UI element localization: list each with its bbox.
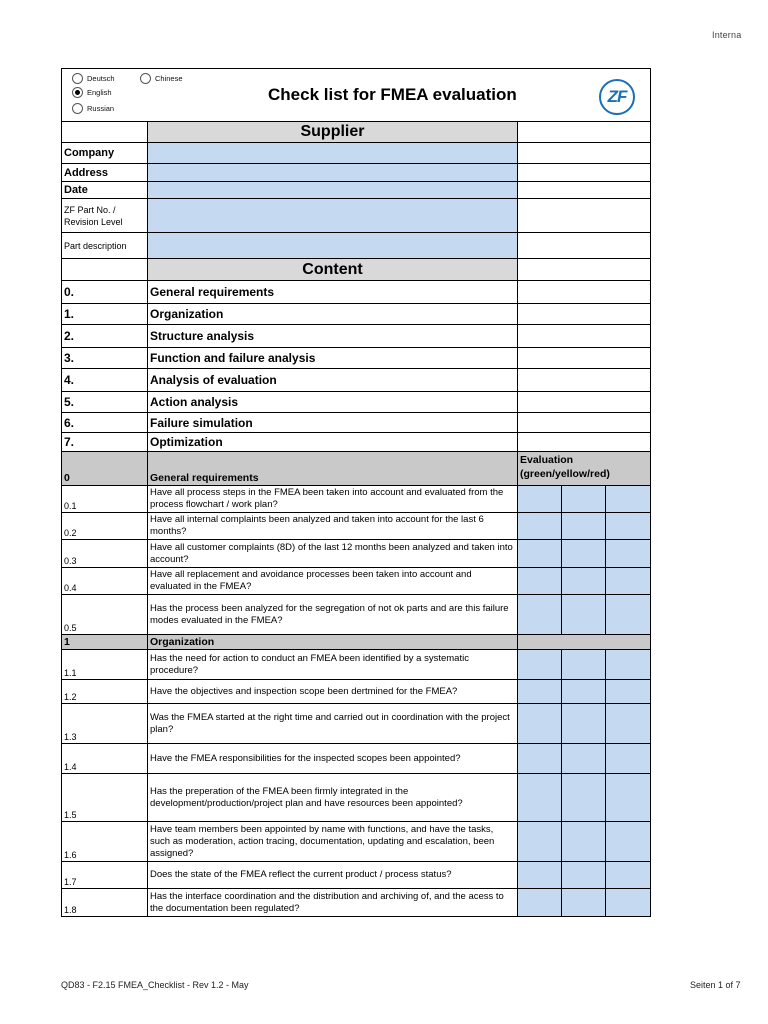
language-option-russian[interactable]: Russian [72,103,114,114]
evaluation-red-cell[interactable] [606,744,651,774]
table-row [62,259,651,281]
supplier-field-label: ZF Part No. / Revision Level [62,199,148,233]
content-heading: Content [148,259,518,281]
content-item-label: Action analysis [148,392,518,413]
question-number: 1.5 [62,774,148,822]
table-row [62,433,651,452]
evaluation-yellow-cell[interactable] [562,680,606,704]
question-text: Have all internal complaints been analyzed and taken into account for the last 6 months? [148,513,518,540]
evaluation-green-cell[interactable] [518,774,562,822]
language-option-deutsch[interactable]: Deutsch [72,73,115,84]
table-row [62,143,651,164]
evaluation-red-cell[interactable] [606,568,651,595]
table-row [62,452,651,486]
table-row [62,595,651,635]
supplier-field-extra[interactable] [518,199,651,233]
question-number: 1.4 [62,744,148,774]
evaluation-green-cell[interactable] [518,704,562,744]
supplier-field-extra[interactable] [518,182,651,199]
zf-logo: ZF [599,79,635,115]
table-row [62,122,651,143]
header-block [62,69,651,122]
question-text: Has the process been analyzed for the segregation of not ok parts and are this failure modes evaluated in the FMEA? [148,595,518,635]
table-row [62,348,651,369]
evaluation-yellow-cell[interactable] [562,704,606,744]
supplier-field-extra[interactable] [518,233,651,259]
evaluation-yellow-cell[interactable] [562,889,606,917]
evaluation-red-cell[interactable] [606,862,651,889]
radio-selected-icon[interactable] [72,87,83,98]
evaluation-yellow-cell[interactable] [562,650,606,680]
table-row [62,635,651,650]
supplier-field-label: Company [62,143,148,164]
content-item-label: General requirements [148,281,518,304]
table-row [62,199,651,233]
evaluation-yellow-cell[interactable] [562,540,606,568]
table-row [62,540,651,568]
classification-label: Interna [712,30,742,40]
table-row [62,325,651,348]
question-text: Has the preperation of the FMEA been firmly integrated in the development/production/project plan and have resources been appointed? [148,774,518,822]
content-item-number: 2. [62,325,148,348]
evaluation-yellow-cell[interactable] [562,486,606,513]
content-item-number: 3. [62,348,148,369]
table-row [62,304,651,325]
table-row [62,774,651,822]
question-text: Have all customer complaints (8D) of the last 12 months been analyzed and taken into account? [148,540,518,568]
evaluation-yellow-cell[interactable] [562,568,606,595]
evaluation-yellow-cell[interactable] [562,774,606,822]
evaluation-red-cell[interactable] [606,513,651,540]
evaluation-yellow-cell[interactable] [562,862,606,889]
evaluation-yellow-cell[interactable] [562,595,606,635]
evaluation-red-cell[interactable] [606,680,651,704]
content-item-number: 6. [62,413,148,433]
evaluation-red-cell[interactable] [606,822,651,862]
question-text: Has the interface coordination and the distribution and archiving of, and the acess to the documentation been regulated? [148,889,518,917]
footer-doc-id: QD83 - F2.15 FMEA_Checklist - Rev 1.2 - May [61,980,249,990]
content-item-number: 4. [62,369,148,392]
supplier-field-label: Date [62,182,148,199]
table-row [62,568,651,595]
evaluation-green-cell[interactable] [518,680,562,704]
supplier-heading: Supplier [148,122,518,143]
table-row [62,513,651,540]
table-row [62,182,651,199]
question-text: Have the FMEA responsibilities for the inspected scopes been appointed? [148,744,518,774]
evaluation-green-cell[interactable] [518,486,562,513]
supplier-field-input[interactable] [148,143,518,164]
section-title: General requirements [148,452,518,486]
question-number: 0.2 [62,513,148,540]
supplier-field-label: Part description [62,233,148,259]
evaluation-red-cell[interactable] [606,704,651,744]
question-text: Does the state of the FMEA reflect the current product / process status? [148,862,518,889]
content-item-number: 7. [62,433,148,452]
question-text: Have all replacement and avoidance processes been taken into account and evaluated in the FMEA? [148,568,518,595]
question-text: Was the FMEA started at the right time and carried out in coordination with the project plan? [148,704,518,744]
supplier-field-label: Address [62,164,148,182]
evaluation-green-cell[interactable] [518,889,562,917]
evaluation-yellow-cell[interactable] [562,744,606,774]
question-number: 0.1 [62,486,148,513]
table-row [62,486,651,513]
content-item-label: Failure simulation [148,413,518,433]
evaluation-green-cell[interactable] [518,744,562,774]
language-option-english[interactable]: English [72,87,112,98]
table-row [62,862,651,889]
question-number: 0.3 [62,540,148,568]
question-number: 1.7 [62,862,148,889]
table-row [62,889,651,917]
question-number: 0.5 [62,595,148,635]
content-item-number: 5. [62,392,148,413]
question-text: Have team members been appointed by name with functions, and have the tasks, such as moderation, action tracing, documentation, updating and escalation, been assigned? [148,822,518,862]
evaluation-green-cell[interactable] [518,595,562,635]
content-item-label: Analysis of evaluation [148,369,518,392]
table-row [62,704,651,744]
radio-icon[interactable] [140,73,151,84]
evaluation-green-cell[interactable] [518,513,562,540]
section-number: 1 [62,635,148,650]
supplier-field-input[interactable] [148,233,518,259]
section-number: 0 [62,452,148,486]
content-item-label: Organization [148,304,518,325]
question-number: 1.3 [62,704,148,744]
question-number: 0.4 [62,568,148,595]
question-text: Have the objectives and inspection scope been dertmined for the FMEA? [148,680,518,704]
fmea-checklist-table [61,68,651,917]
evaluation-green-cell[interactable] [518,650,562,680]
footer-page-number: Seiten 1 of 7 [690,980,741,990]
question-text: Have all process steps in the FMEA been taken into account and evaluated from the process flowchart / work plan? [148,486,518,513]
evaluation-green-cell[interactable] [518,862,562,889]
page-title: Check list for FMEA evaluation [268,85,517,104]
table-row [62,369,651,392]
table-row [62,392,651,413]
evaluation-red-cell[interactable] [606,540,651,568]
question-number: 1.8 [62,889,148,917]
evaluation-red-cell[interactable] [606,889,651,917]
evaluation-red-cell[interactable] [606,774,651,822]
evaluation-yellow-cell[interactable] [562,822,606,862]
evaluation-header: Evaluation (green/yellow/red) [518,452,651,486]
table-row [62,680,651,704]
question-number: 1.6 [62,822,148,862]
supplier-field-input[interactable] [148,199,518,233]
evaluation-yellow-cell[interactable] [562,513,606,540]
table-row [62,281,651,304]
radio-icon[interactable] [72,103,83,114]
table-row [62,650,651,680]
supplier-field-input[interactable] [148,164,518,182]
content-item-number: 1. [62,304,148,325]
table-row [62,413,651,433]
evaluation-green-cell[interactable] [518,822,562,862]
evaluation-red-cell[interactable] [606,650,651,680]
radio-icon[interactable] [72,73,83,84]
supplier-field-extra[interactable] [518,143,651,164]
question-number: 1.1 [62,650,148,680]
content-item-label: Structure analysis [148,325,518,348]
table-row [62,822,651,862]
table-row [62,233,651,259]
content-item-number: 0. [62,281,148,304]
section-title: Organization [148,635,518,650]
table-row [62,164,651,182]
question-text: Has the need for action to conduct an FMEA been identified by a systematic procedure? [148,650,518,680]
supplier-field-input[interactable] [148,182,518,199]
evaluation-green-cell[interactable] [518,568,562,595]
content-item-label: Optimization [148,433,518,452]
evaluation-red-cell[interactable] [606,595,651,635]
supplier-field-extra[interactable] [518,164,651,182]
evaluation-green-cell[interactable] [518,540,562,568]
evaluation-red-cell[interactable] [606,486,651,513]
question-number: 1.2 [62,680,148,704]
content-item-label: Function and failure analysis [148,348,518,369]
table-row [62,744,651,774]
language-option-chinese[interactable]: Chinese [140,73,183,84]
